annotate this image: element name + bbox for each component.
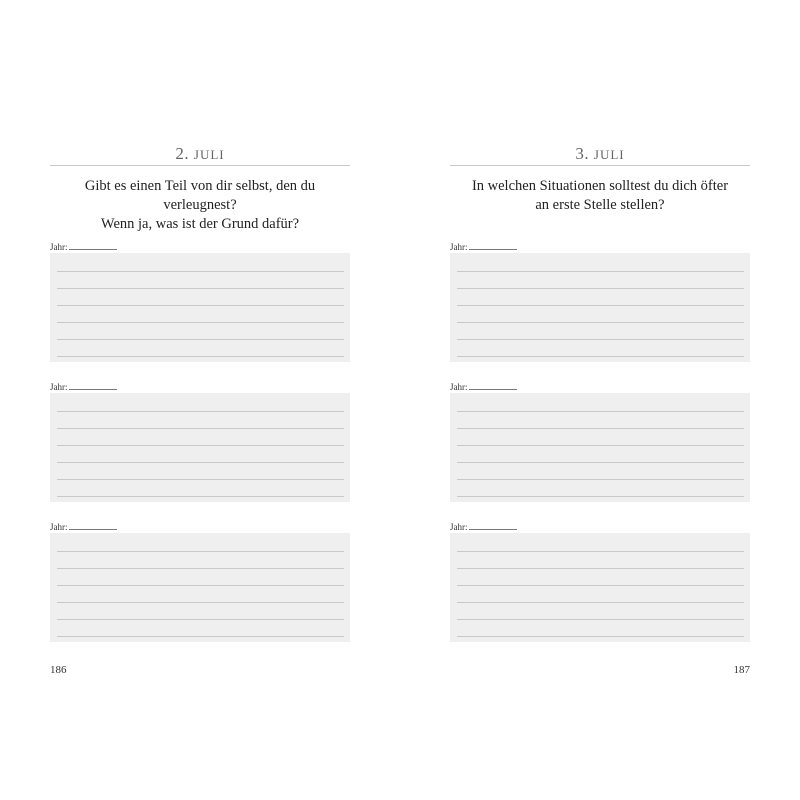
writing-box[interactable] (50, 533, 350, 642)
journal-entry (50, 241, 350, 366)
year-blank[interactable] (69, 521, 117, 530)
date-day: 3. (575, 144, 594, 163)
year-field[interactable] (50, 381, 117, 393)
date-month: JULI (593, 147, 625, 162)
year-blank[interactable] (69, 381, 117, 390)
question-line: an erste Stelle stellen? (535, 197, 665, 213)
page-number: 187 (733, 664, 750, 676)
date-heading (450, 144, 750, 164)
date-day: 2. (175, 144, 194, 163)
year-blank[interactable] (469, 521, 517, 530)
date-heading (50, 144, 350, 164)
writing-box[interactable] (450, 533, 750, 642)
question-line: In welchen Situationen solltest du dich öfter (471, 178, 729, 194)
year-field[interactable] (450, 241, 517, 253)
journal-question (450, 177, 750, 215)
journal-question (50, 177, 350, 234)
year-blank[interactable] (69, 241, 117, 250)
year-label: Jahr: (450, 242, 468, 252)
year-label: Jahr: (450, 522, 468, 532)
year-label: Jahr: (50, 522, 68, 532)
journal-entry (450, 521, 750, 646)
journal-entry (50, 521, 350, 646)
question-line: Gibt es einen Teil von dir selbst, den du verleugnest? (84, 178, 316, 213)
question-line: Wenn ja, was ist der Grund dafür? (100, 216, 300, 232)
writing-box[interactable] (450, 253, 750, 362)
year-blank[interactable] (469, 241, 517, 250)
journal-entry (450, 241, 750, 366)
year-field[interactable] (50, 241, 117, 253)
heading-divider (50, 165, 350, 166)
year-label: Jahr: (50, 242, 68, 252)
page-number: 186 (50, 664, 67, 676)
writing-box[interactable] (50, 393, 350, 502)
heading-divider (450, 165, 750, 166)
journal-entry (50, 381, 350, 506)
year-field[interactable] (450, 521, 517, 533)
year-label: Jahr: (450, 382, 468, 392)
writing-box[interactable] (450, 393, 750, 502)
date-month: JULI (193, 147, 225, 162)
journal-entry (450, 381, 750, 506)
year-field[interactable] (50, 521, 117, 533)
year-label: Jahr: (50, 382, 68, 392)
writing-box[interactable] (50, 253, 350, 362)
year-blank[interactable] (469, 381, 517, 390)
year-field[interactable] (450, 381, 517, 393)
